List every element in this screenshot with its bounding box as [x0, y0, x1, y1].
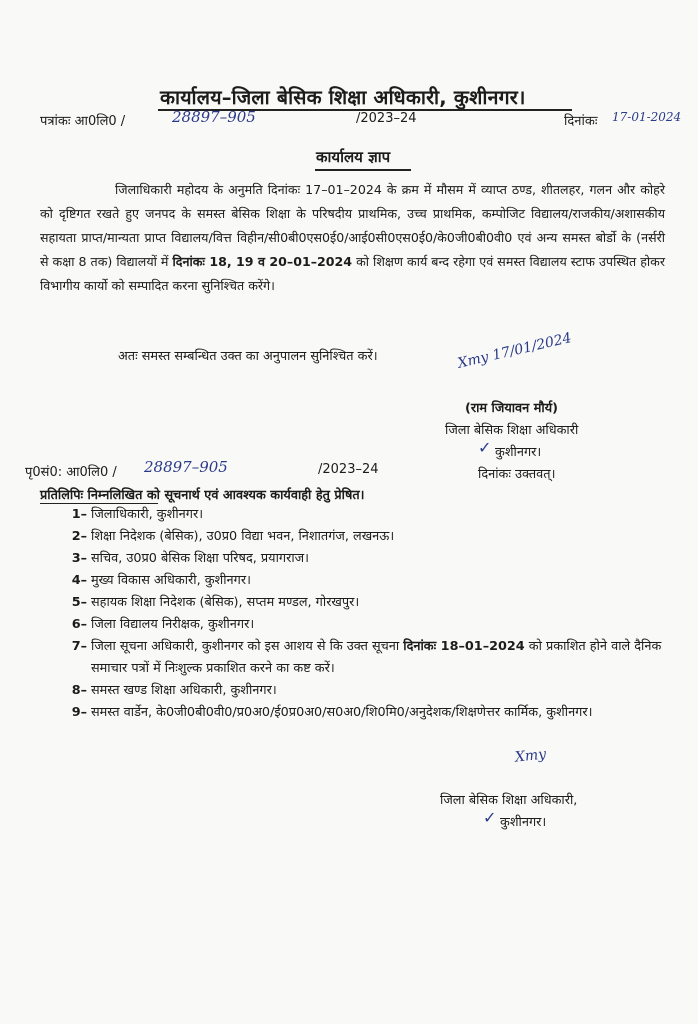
item-number: 8– — [71, 683, 87, 698]
item-number: 9– — [71, 705, 87, 720]
item-number: 7– — [71, 639, 87, 654]
item-number: 3– — [71, 551, 87, 566]
item-text-after: को प्रकाशित होने वाले दैनिक समाचार पत्रों में निःशुल्क प्रकाशित करने का कष्ट करें। — [91, 639, 662, 676]
subject-underline — [315, 169, 411, 171]
body-part-3: को शिक्षण कार्य बन्द रहेगा एवं समस्त विद्यालय स्टाफ उपस्थित होकर विभागीय कार्यो को सम्पादित करना सुनिश्चित करेंगे। — [40, 254, 665, 293]
item-text: समस्त वार्डेन, के0जी0बी0वी0/प्र0अ0/ई0प्र0अ0/स0अ0/शि0मि0/अनुदेशक/शिक्षणेत्तर कार्मिक, कुशीनगर। — [91, 705, 593, 720]
item-text: समस्त खण्ड शिक्षा अधिकारी, कुशीनगर। — [91, 683, 277, 698]
item-text: सहायक शिक्षा निदेशक (बेसिक), सप्तम मण्डल, गोरखपुर। — [91, 595, 360, 610]
body-closure-dates: दिनांकः 18, 19 व 20–01–2024 — [172, 254, 353, 269]
body-paragraph — [40, 178, 665, 298]
item-text-before: जिला सूचना अधिकारी, कुशीनगर को इस आशय से कि उक्त सूचना — [91, 639, 404, 654]
list-item — [55, 548, 695, 570]
item-text: जिला विद्यालय निरीक्षक, कुशीनगर। — [91, 617, 255, 632]
ref-number-handwritten: 28897–905 — [172, 108, 256, 126]
signatory-date: दिनांकः उक्तवत्। — [478, 467, 556, 482]
item-text: जिलाधिकारी, कुशीनगर। — [91, 507, 204, 522]
list-item — [55, 570, 695, 592]
signatory-place: कुशीनगर। — [495, 445, 542, 460]
item-number: 2– — [71, 529, 87, 544]
item-text: मुख्य विकास अधिकारी, कुशीनगर। — [91, 573, 251, 588]
item-text: शिक्षा निदेशक (बेसिक), उ0प्र0 विद्या भवन, निशातगंज, लखनऊ। — [91, 529, 395, 544]
office-title: कार्यालय–जिला बेसिक शिक्षा अधिकारी, कुशीनगर। — [160, 86, 526, 109]
item-number: 1– — [71, 507, 87, 522]
item-text-bold-date: दिनांकः 18–01–2024 — [403, 639, 525, 654]
list-item — [55, 592, 695, 614]
list-item — [55, 526, 695, 548]
signature-handwritten: Xmy 17/01/2024 — [456, 330, 574, 372]
date-handwritten: 17-01-2024 — [612, 110, 682, 124]
subject-heading: कार्यालय ज्ञाप — [316, 148, 391, 166]
list-item — [55, 680, 695, 702]
tick-mark-icon: ✓ — [478, 438, 492, 457]
item-text — [91, 636, 695, 680]
list-item — [55, 636, 695, 680]
copy-recipient-list — [55, 504, 695, 724]
copy-ref-year: /2023–24 — [318, 462, 379, 477]
copy-ref-number-handwritten: 28897–905 — [144, 458, 228, 476]
ref-label: पत्रांकः आ0लि0 / — [40, 114, 126, 129]
list-item — [55, 702, 695, 724]
date-label: दिनांकः — [564, 114, 598, 129]
ref-year: /2023–24 — [356, 111, 417, 126]
item-number: 6– — [71, 617, 87, 632]
item-number: 5– — [71, 595, 87, 610]
tick-mark-icon: ✓ — [483, 808, 497, 827]
list-item — [55, 504, 695, 526]
compliance-note: अतः समस्त सम्बन्धित उक्त का अनुपालन सुनिश्चित करें। — [118, 349, 378, 364]
item-text: सचिव, उ0प्र0 बेसिक शिक्षा परिषद, प्रयागराज। — [91, 551, 309, 566]
copy-ref-label: पृ0सं0: आ0लि0 / — [25, 465, 117, 480]
signature-2-handwritten: Xmy — [514, 746, 547, 766]
signatory-2-designation: जिला बेसिक शिक्षा अधिकारी, — [440, 793, 578, 808]
signatory-designation: जिला बेसिक शिक्षा अधिकारी — [445, 423, 579, 438]
copy-heading: प्रतिलिपिः निम्नलिखित को सूचनार्थ एवं आवश्यक कार्यवाही हेतु प्रेषित। — [40, 488, 365, 503]
signatory-2-place: कुशीनगर। — [500, 815, 547, 830]
list-item — [55, 614, 695, 636]
body-part-1: जिलाधिकारी महोदय के अनुमति दिनांकः 17–01–2024 के क्रम में मौसम में व्याप्त ठण्ड, शीतलहर, गलन और कोहरे को दृष्टिगत रखते हुए जनपद के समस्त बेसिक शिक्षा के परिषदीय प्राथमिक, उच्च प्राथमिक, कम्पोजिट विद्यालय/राजकीय/अशासकीय सहायता प्राप्त/मान्यता प्राप्त विद्यालय/वित्त विहीन/सी0बी0एस0ई0/आई0सी0एस0ई0/के0जी0बी0वी0 एवं अन्य समस्त बोर्डो के (नर्सरी से कक्षा 8 तक) विद्यालयों में — [40, 182, 665, 269]
signatory-name: (राम जियावन मौर्य) — [465, 401, 558, 416]
item-number: 4– — [71, 573, 87, 588]
